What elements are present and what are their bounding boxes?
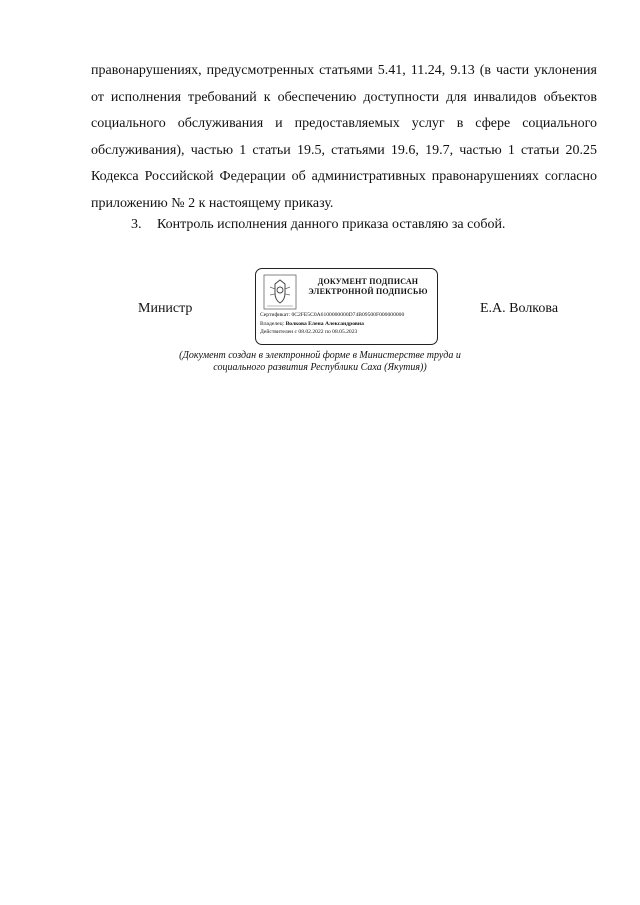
electronic-signature-stamp [255, 268, 438, 345]
stamp-title-line: ЭЛЕКТРОННОЙ ПОДПИСЬЮ [308, 287, 428, 296]
stamp-title-line: ДОКУМЕНТ ПОДПИСАН [317, 277, 419, 286]
signer-position: Министр [138, 301, 193, 316]
list-item-3 [131, 212, 597, 239]
owner-line: Владелец: Волкова Елена Александровна [260, 320, 364, 327]
list-item-text: Контроль исполнения данного приказа оставляю за собой. [157, 217, 506, 232]
body-paragraph: правонарушениях, предусмотренных статьями 5.41, 11.24, 9.13 (в части уклонения от исполнения требований к обеспечению доступности для инвалидов объектов социального обслуживания и предоставляемых услуг в сфере социального обслуживания), частью 1 статьи 19.5, статьями 19.6, 19.7, частью 1 статьи 20.25 Кодекса Российской Федерации об административных правонарушениях согласно приложению № 2 к настоящему приказу. [91, 63, 597, 211]
signer-name: Е.А. Волкова [480, 301, 559, 316]
validity-line: Действителен с 08.02.2022 по 08.05.2023 [260, 329, 358, 335]
footnote-line: (Документ создан в электронной форме в Министерстве труда и [179, 350, 461, 361]
coat-of-arms-icon [262, 273, 298, 311]
certificate-number: 0C2FE5C0A6100000000D74B09500F000000000 [291, 312, 405, 318]
footnote-line: социального развития Республики Саха (Якутия)) [213, 362, 427, 373]
stamp-title [302, 277, 434, 297]
list-item-number: 3. [131, 217, 142, 232]
certificate-details [260, 311, 436, 337]
owner-name: Волкова Елена Александровна [285, 320, 364, 327]
document-origin-note [150, 350, 490, 374]
certificate-line: Сертификат: 0C2FE5C0A6100000000D74B09500F000000000 [260, 312, 405, 318]
